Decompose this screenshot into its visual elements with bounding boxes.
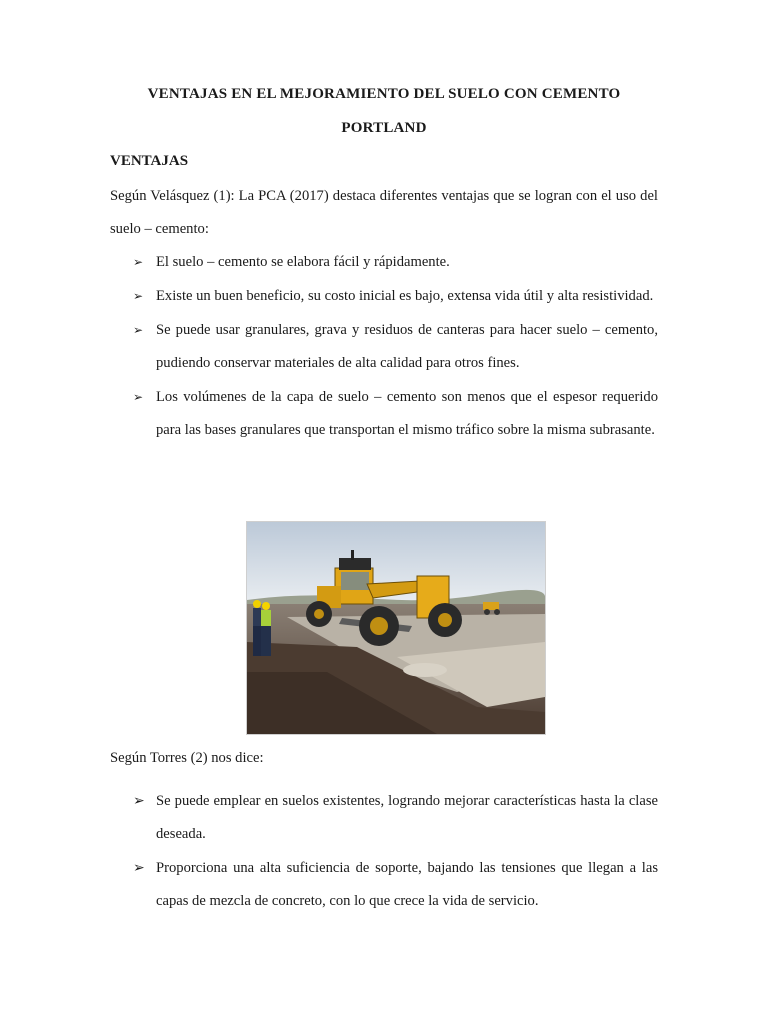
list-item-text: Los volúmenes de la capa de suelo – cemento son menos que el espesor requerido para las bases granulares que transportan el mismo tráfico sobre la misma subrasante.: [156, 389, 658, 438]
list-item-text: Se puede usar granulares, grava y residuos de canteras para hacer suelo – cemento, pudiendo conservar materiales de alta calidad para otros fines.: [156, 322, 658, 371]
arrow-bullet-icon: ➢: [133, 793, 145, 809]
second-paragraph: Según Torres (2) nos dice:: [110, 750, 264, 766]
motor-grader-illustration: [247, 522, 545, 734]
list-item: [110, 785, 658, 851]
list-item: [110, 381, 658, 447]
arrow-bullet-icon: ➢: [133, 390, 144, 404]
list-item-text: El suelo – cemento se elabora fácil y rápidamente.: [156, 254, 450, 270]
arrow-bullet-icon: ➢: [133, 323, 144, 337]
arrow-bullet-icon: ➢: [133, 255, 144, 269]
arrow-bullet-icon: ➢: [133, 860, 145, 876]
list-item: [110, 314, 658, 380]
advantages-list-2: [110, 785, 658, 919]
list-item: [110, 246, 658, 279]
list-item-text: Se puede emplear en suelos existentes, logrando mejorar características hasta la clase deseada.: [156, 793, 658, 842]
list-item: [110, 852, 658, 918]
document-title-line-2: PORTLAND: [341, 120, 427, 136]
arrow-bullet-icon: ➢: [133, 289, 144, 303]
section-heading: VENTAJAS: [110, 153, 189, 169]
list-item: [110, 280, 658, 313]
intro-paragraph: Según Velásquez (1): La PCA (2017) destaca diferentes ventajas que se logran con el uso del suelo – cemento:: [110, 188, 658, 237]
advantages-list-1: [110, 246, 658, 448]
list-item-text: Existe un buen beneficio, su costo inicial es bajo, extensa vida útil y alta resistividad.: [156, 288, 654, 304]
list-item-text: Proporciona una alta suficiencia de soporte, bajando las tensiones que llegan a las capas de mezcla de concreto, con lo que crece la vida de servicio.: [156, 860, 658, 909]
motor-grader-photo: [246, 521, 546, 735]
document-title-line-1: VENTAJAS EN EL MEJORAMIENTO DEL SUELO CON CEMENTO: [147, 86, 621, 102]
